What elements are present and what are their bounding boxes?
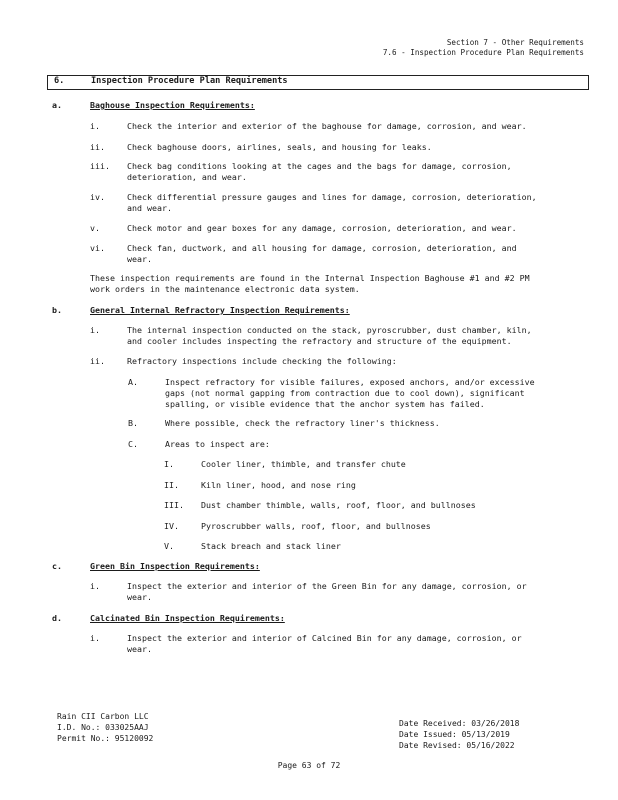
footer-id-no: I.D. No.: 033025AAJ (57, 723, 149, 732)
item-c-i-text: Inspect the exterior and interior of the Green Bin for any damage, corrosion, or wear. (127, 581, 527, 602)
section-c-title: Green Bin Inspection Requirements: (90, 561, 260, 571)
area-iii-text: Dust chamber thimble, walls, roof, floor, and bullnoses (201, 500, 476, 510)
footer-company: Rain CII Carbon LLC (57, 712, 149, 721)
section-a-label: a. (52, 100, 62, 110)
footer-left (57, 711, 153, 744)
area-iv-num: IV. (164, 521, 179, 531)
item-a-iv-text: Check differential pressure gauges and lines for damage, corrosion, deterioration, and wear. (127, 192, 537, 213)
date-issued: Date Issued: 05/13/2019 (399, 730, 510, 739)
item-b-ii-text: Refractory inspections include checking the following: (127, 356, 397, 366)
footer-permit-no: Permit No.: 95120092 (57, 734, 154, 743)
section-d-label: d. (52, 613, 62, 623)
area-v-text: Stack breach and stack liner (201, 541, 341, 551)
item-a-v-text: Check motor and gear boxes for any damage, corrosion, deterioration, and wear. (127, 223, 517, 233)
item-c-i-num: i. (90, 581, 100, 591)
sub-b-c-text: Areas to inspect are: (165, 439, 270, 449)
item-d-i-text: Inspect the exterior and interior of Calcined Bin for any damage, corrosion, or wear. (127, 633, 522, 654)
area-v-num: V. (164, 541, 174, 551)
date-revised: Date Revised: 05/16/2022 (399, 741, 515, 750)
item-a-v-num: v. (90, 223, 100, 233)
item-a-vi-num: vi. (90, 243, 105, 253)
header-line-2: 7.6 - Inspection Procedure Plan Requirements (382, 48, 584, 57)
footer-dates (399, 718, 519, 751)
section-a-title: Baghouse Inspection Requirements: (90, 100, 255, 110)
sub-b-a-text: Inspect refractory for visible failures, exposed anchors, and/or excessive gaps (not normal gapping from contraction due to cool down), significant spalling, or visible evidence that the anchor system has failed. (165, 377, 535, 409)
area-ii-text: Kiln liner, hood, and nose ring (201, 480, 356, 490)
area-iii-num: III. (164, 500, 184, 510)
item-a-i-num: i. (90, 121, 100, 131)
item-d-i-num: i. (90, 633, 100, 643)
section-a-note: These inspection requirements are found in the Internal Inspection Baghouse #1 and #2 PM work orders in the maintenance electronic data system. (90, 273, 530, 294)
section-d-title: Calcinated Bin Inspection Requirements: (90, 613, 285, 623)
sub-b-b-letter: B. (128, 418, 138, 428)
item-a-i-text: Check the interior and exterior of the baghouse for damage, corrosion, and wear. (127, 121, 527, 131)
item-a-ii-num: ii. (90, 142, 105, 152)
item-a-iv-num: iv. (90, 192, 105, 202)
section-6-number: 6. (54, 76, 65, 86)
section-6-title: Inspection Procedure Plan Requirements (91, 76, 288, 86)
sub-b-a-letter: A. (128, 377, 138, 387)
item-a-vi-text: Check fan, ductwork, and all housing for damage, corrosion, deterioration, and wear. (127, 243, 517, 264)
area-ii-num: II. (164, 480, 179, 490)
area-iv-text: Pyroscrubber walls, roof, floor, and bullnoses (201, 521, 431, 531)
item-b-i-text: The internal inspection conducted on the stack, pyroscrubber, dust chamber, kiln, and cooler includes inspecting the refractory and structure of the equipment. (127, 325, 532, 346)
item-b-i-num: i. (90, 325, 100, 335)
section-c-label: c. (52, 561, 62, 571)
area-i-text: Cooler liner, thimble, and transfer chute (201, 459, 406, 469)
item-a-iii-text: Check bag conditions looking at the cages and the bags for damage, corrosion, deterioration, and wear. (127, 161, 512, 182)
header-line-1: Section 7 - Other Requirements (446, 38, 584, 47)
item-a-ii-text: Check baghouse doors, airlines, seals, and housing for leaks. (127, 142, 432, 152)
page-number: Page 63 of 72 (277, 761, 341, 770)
section-b-label: b. (52, 305, 62, 315)
item-a-iii-num: iii. (90, 161, 110, 171)
section-header (383, 38, 584, 58)
item-b-ii-num: ii. (90, 356, 105, 366)
date-received: Date Received: 03/26/2018 (399, 719, 520, 728)
sub-b-b-text: Where possible, check the refractory liner's thickness. (165, 418, 440, 428)
section-b-title: General Internal Refractory Inspection Requirements: (90, 305, 350, 315)
area-i-num: I. (164, 459, 174, 469)
sub-b-c-letter: C. (128, 439, 138, 449)
